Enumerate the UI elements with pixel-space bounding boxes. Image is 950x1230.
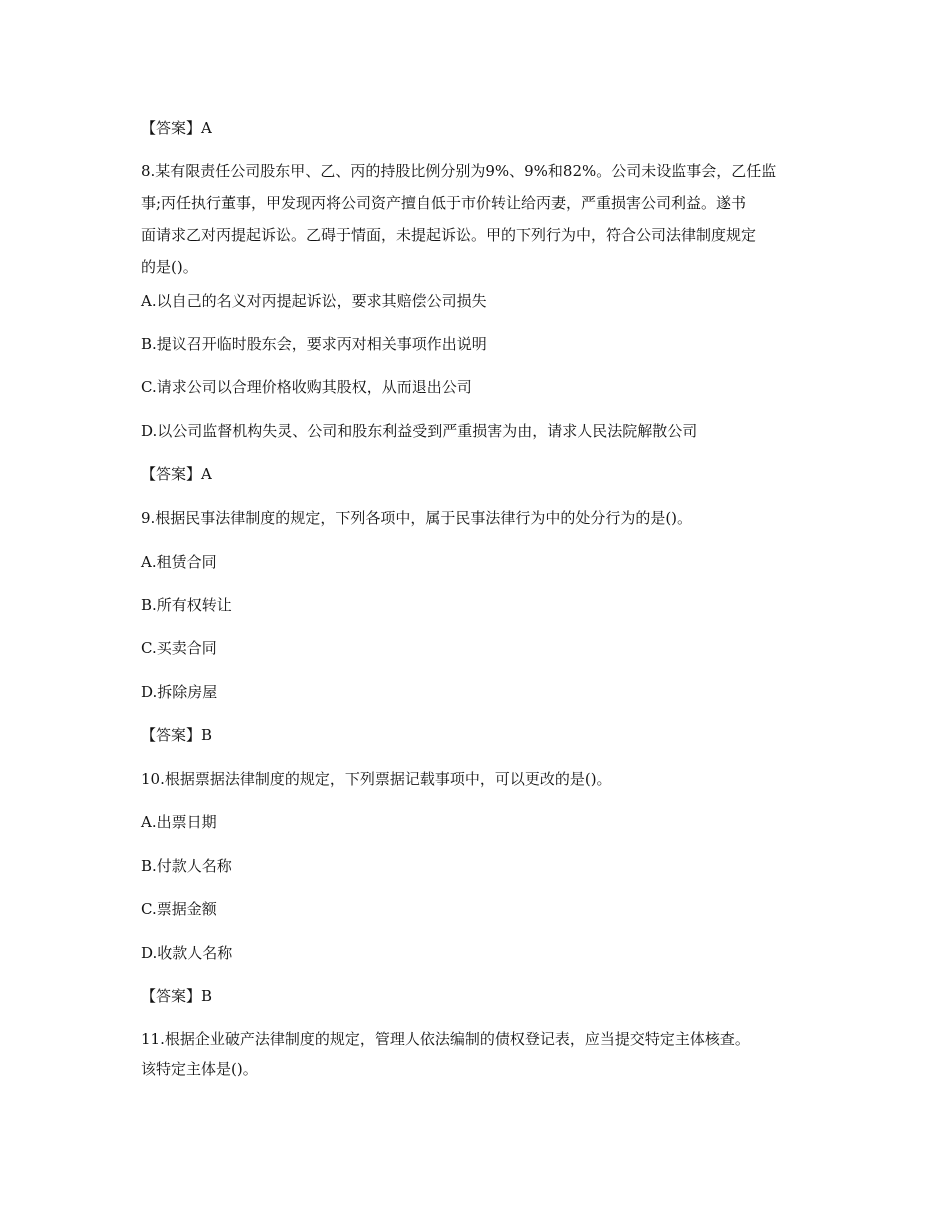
option-line: C.票据金额 xyxy=(141,900,217,918)
question-9: 9.根据民事法律制度的规定，下列各项中，属于民事法律行为中的处分行为的是()。 xyxy=(141,509,693,527)
option-line: A.出票日期 xyxy=(141,813,217,831)
option-line: B.所有权转让 xyxy=(141,596,232,614)
question-11 xyxy=(141,1027,821,1081)
option-line: C.请求公司以合理价格收购其股权，从而退出公司 xyxy=(141,378,472,396)
question-8 xyxy=(141,159,821,279)
option-line: A.以自己的名义对丙提起诉讼，要求其赔偿公司损失 xyxy=(141,292,487,310)
option-line: D.拆除房屋 xyxy=(141,683,218,701)
question-line: 该特定主体是()。 xyxy=(141,1060,258,1078)
question-line: 事;丙任执行董事，甲发现丙将公司资产擅自低于市价转让给丙妻，严重损害公司利益。遂书 xyxy=(141,194,747,212)
option-line: C.买卖合同 xyxy=(141,639,217,657)
answer-line: 【答案】B xyxy=(141,726,213,744)
option-line: B.付款人名称 xyxy=(141,857,232,875)
option-line: B.提议召开临时股东会，要求丙对相关事项作出说明 xyxy=(141,335,487,353)
option-line: D.以公司监督机构失灵、公司和股东利益受到严重损害为由，请求人民法院解散公司 xyxy=(141,422,698,440)
option-line: A.租赁合同 xyxy=(141,553,217,571)
answer-line: 【答案】B xyxy=(141,987,213,1005)
option-line: D.收款人名称 xyxy=(141,944,233,962)
question-line: 的是()。 xyxy=(141,258,198,276)
question-10: 10.根据票据法律制度的规定，下列票据记载事项中，可以更改的是()。 xyxy=(141,770,612,788)
question-line: 11.根据企业破产法律制度的规定，管理人依法编制的债权登记表，应当提交特定主体核查。 xyxy=(141,1030,750,1048)
question-line: 8.某有限责任公司股东甲、乙、丙的持股比例分别为9%、9%和82%。公司未设监事会，乙任监 xyxy=(141,162,777,180)
answer-line: 【答案】A xyxy=(141,465,212,483)
question-line: 面请求乙对丙提起诉讼。乙碍于情面，未提起诉讼。甲的下列行为中，符合公司法律制度规定 xyxy=(141,226,757,244)
answer-line: 【答案】A xyxy=(141,119,212,137)
